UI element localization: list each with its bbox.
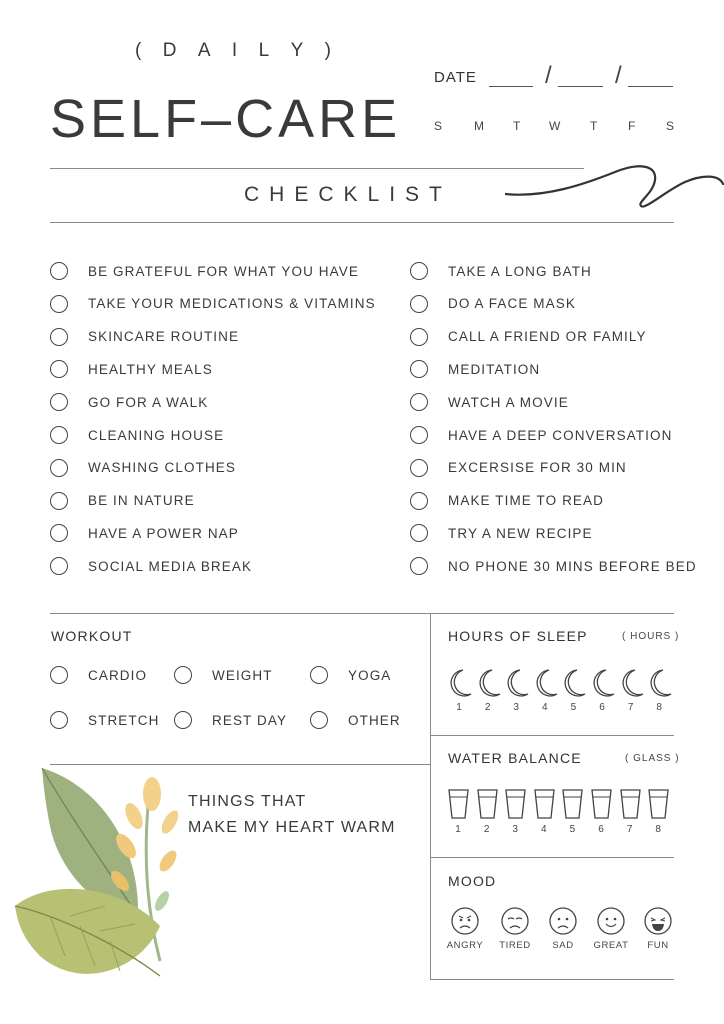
- checkbox-circle[interactable]: [410, 328, 428, 346]
- water-glass-number: 2: [483, 824, 490, 835]
- checklist-item-label: CLEANING HOUSE: [88, 427, 225, 443]
- checklist-item-label: MAKE TIME TO READ: [448, 493, 604, 509]
- heart-warm-heading: [188, 789, 396, 841]
- checklist-item[interactable]: [50, 423, 224, 447]
- checkbox-circle[interactable]: [410, 262, 428, 280]
- leaves-illustration-icon: [10, 766, 185, 996]
- checklist-item-label: BE GRATEFUL FOR WHAT YOU HAVE: [88, 263, 359, 279]
- crescent-moon-icon[interactable]: [533, 668, 559, 703]
- crescent-moon-icon[interactable]: [647, 668, 673, 703]
- crescent-moon-icon[interactable]: [619, 668, 645, 703]
- checkbox-circle[interactable]: [50, 426, 68, 444]
- water-glass-icon[interactable]: [590, 788, 613, 825]
- water-glass-number: 3: [512, 824, 518, 835]
- checklist-item[interactable]: [50, 292, 376, 316]
- checklist-item-label: TAKE A LONG BATH: [448, 263, 592, 279]
- water-glass-icon[interactable]: [533, 788, 556, 825]
- date-label: DATE: [434, 69, 477, 86]
- decorative-swirl-icon: [505, 158, 724, 214]
- date-day-field[interactable]: [489, 86, 533, 87]
- crescent-moon-icon[interactable]: [561, 668, 587, 703]
- workout-option-label: STRETCH: [88, 712, 160, 728]
- workout-option-label: WEIGHT: [212, 667, 273, 683]
- checklist-item[interactable]: [50, 489, 195, 513]
- sleep-bottom-divider: [430, 735, 674, 736]
- checkbox-circle[interactable]: [174, 666, 192, 684]
- date-slash: /: [615, 62, 622, 89]
- water-glass-number: 6: [598, 824, 604, 835]
- sleep-hour-number: 1: [456, 702, 462, 713]
- checklist-item-label: SKINCARE ROUTINE: [88, 329, 240, 345]
- crescent-moon-icon[interactable]: [476, 668, 502, 703]
- checklist-item[interactable]: [410, 259, 592, 283]
- checkbox-circle[interactable]: [410, 426, 428, 444]
- crescent-moon-icon[interactable]: [504, 668, 530, 703]
- checklist-divider: [50, 222, 674, 223]
- mood-label: GREAT: [593, 940, 629, 951]
- checklist-item[interactable]: [410, 325, 647, 349]
- heart-warm-line2: MAKE MY HEART WARM: [188, 819, 396, 836]
- weekday-monday[interactable]: M: [474, 119, 485, 133]
- checklist-item-label: SOCIAL MEDIA BREAK: [88, 558, 253, 574]
- water-bottom-divider: [430, 857, 674, 858]
- weekday-wednesday[interactable]: W: [549, 119, 562, 133]
- water-glass-number: 7: [626, 824, 633, 835]
- checkbox-circle[interactable]: [410, 393, 428, 411]
- workout-option-label: CARDIO: [88, 667, 148, 683]
- checklist-item[interactable]: [50, 390, 208, 414]
- sleep-hour-number: 3: [513, 702, 519, 713]
- daily-char: I: [231, 40, 247, 61]
- checkbox-circle[interactable]: [410, 295, 428, 313]
- section-vertical-divider: [430, 613, 431, 979]
- checklist-item-label: NO PHONE 30 MINS BEFORE BED: [448, 558, 697, 574]
- date-year-field[interactable]: [628, 86, 673, 87]
- tired-face-icon[interactable]: [500, 906, 530, 941]
- water-glass-number: 4: [541, 824, 547, 835]
- checklist-item[interactable]: [410, 357, 540, 381]
- checkbox-circle[interactable]: [174, 711, 192, 729]
- checklist-item-label: HEALTHY MEALS: [88, 361, 213, 377]
- checkbox-circle[interactable]: [410, 360, 428, 378]
- water-glass-icon[interactable]: [647, 788, 670, 825]
- mood-label: FUN: [647, 940, 669, 951]
- checklist-item[interactable]: [50, 554, 252, 578]
- workout-option[interactable]: [50, 663, 147, 687]
- checkbox-circle[interactable]: [50, 393, 68, 411]
- daily-char: Y: [290, 40, 313, 61]
- water-glass-number: 1: [455, 824, 461, 835]
- sad-face-icon[interactable]: [548, 906, 578, 941]
- heart-warm-line1: THINGS THAT: [188, 793, 307, 810]
- water-title: WATER BALANCE: [448, 750, 582, 766]
- checklist-item[interactable]: [50, 259, 359, 283]
- checklist-item-label: CALL A FRIEND OR FAMILY: [448, 329, 647, 345]
- checklist-item[interactable]: [410, 456, 627, 480]
- daily-heading: [135, 40, 340, 62]
- crescent-moon-icon[interactable]: [590, 668, 616, 703]
- sleep-unit: ( HOURS ): [622, 631, 680, 642]
- date-slash: /: [545, 62, 552, 89]
- daily-char: A: [197, 40, 220, 61]
- checklist-item-label: WATCH A MOVIE: [448, 394, 569, 410]
- daily-char: D: [162, 40, 186, 61]
- workout-option[interactable]: [310, 663, 391, 687]
- checkbox-circle[interactable]: [410, 557, 428, 575]
- checkbox-circle[interactable]: [50, 328, 68, 346]
- workout-option[interactable]: [310, 708, 401, 732]
- checklist-title: CHECKLIST: [244, 183, 452, 206]
- workout-option[interactable]: [50, 708, 159, 732]
- water-glass-icon[interactable]: [447, 788, 470, 825]
- mood-label: ANGRY: [446, 940, 484, 951]
- daily-char: (: [135, 40, 151, 61]
- laughing-face-icon[interactable]: [643, 906, 673, 941]
- checkbox-circle[interactable]: [50, 711, 68, 729]
- checklist-item-label: MEDITATION: [448, 361, 541, 377]
- checklist-item[interactable]: [50, 521, 239, 545]
- checkbox-circle[interactable]: [410, 492, 428, 510]
- checkbox-circle[interactable]: [310, 711, 328, 729]
- checklist-item[interactable]: [410, 489, 604, 513]
- checklist-item-label: EXCERSISE FOR 30 MIN: [448, 460, 627, 476]
- mood-title: MOOD: [448, 873, 497, 889]
- sleep-hour-number: 6: [599, 702, 605, 713]
- workout-option-label: REST DAY: [212, 712, 288, 728]
- angry-face-icon[interactable]: [450, 906, 480, 941]
- weekday-thursday[interactable]: T: [590, 119, 599, 133]
- checklist-item[interactable]: [410, 521, 593, 545]
- checkbox-circle[interactable]: [410, 459, 428, 477]
- checkbox-circle[interactable]: [50, 524, 68, 542]
- workout-title: WORKOUT: [51, 628, 133, 644]
- date-month-field[interactable]: [558, 86, 603, 87]
- weekday-tuesday[interactable]: T: [513, 119, 522, 133]
- mood-label: TIRED: [499, 940, 531, 951]
- water-glass-icon[interactable]: [504, 788, 527, 825]
- checklist-item-label: TAKE YOUR MEDICATIONS & VITAMINS: [88, 296, 376, 312]
- weekday-friday[interactable]: F: [628, 119, 637, 133]
- water-glass-number: 8: [655, 824, 661, 835]
- smiling-face-icon[interactable]: [596, 906, 626, 941]
- page-title: SELF–CARE: [50, 89, 402, 149]
- checklist-item-label: TRY A NEW RECIPE: [448, 525, 593, 541]
- checkbox-circle[interactable]: [50, 492, 68, 510]
- workout-option[interactable]: [174, 663, 273, 687]
- water-glass-number: 5: [569, 824, 576, 835]
- checkbox-circle[interactable]: [50, 666, 68, 684]
- sleep-hour-number: 2: [484, 702, 491, 713]
- sleep-hour-number: 4: [542, 702, 548, 713]
- heart-warm-writing-area[interactable]: [188, 848, 420, 968]
- sleep-hour-number: 5: [570, 702, 577, 713]
- header-divider: [50, 168, 584, 169]
- section-top-divider: [50, 613, 674, 614]
- water-glass-icon[interactable]: [561, 788, 584, 825]
- water-glass-icon[interactable]: [619, 788, 642, 825]
- checklist-item-label: DO A FACE MASK: [448, 296, 576, 312]
- weekday-sunday[interactable]: S: [434, 119, 444, 133]
- weekday-saturday[interactable]: S: [666, 119, 676, 133]
- workout-option[interactable]: [174, 708, 287, 732]
- checkbox-circle[interactable]: [410, 524, 428, 542]
- checklist-item-label: HAVE A DEEP CONVERSATION: [448, 427, 673, 443]
- checklist-item-label: BE IN NATURE: [88, 493, 195, 509]
- checklist-item[interactable]: [50, 456, 236, 480]
- checkbox-circle[interactable]: [50, 295, 68, 313]
- checkbox-circle[interactable]: [310, 666, 328, 684]
- checklist-item[interactable]: [50, 325, 239, 349]
- sleep-hour-number: 8: [656, 702, 662, 713]
- checkbox-circle[interactable]: [50, 459, 68, 477]
- workout-bottom-divider: [50, 764, 430, 765]
- checklist-item[interactable]: [410, 554, 697, 578]
- checkbox-circle[interactable]: [50, 360, 68, 378]
- workout-option-label: OTHER: [348, 712, 401, 728]
- sleep-title: HOURS OF SLEEP: [448, 628, 588, 644]
- water-glass-icon[interactable]: [476, 788, 499, 825]
- daily-char: ): [324, 40, 340, 61]
- checklist-item[interactable]: [410, 292, 576, 316]
- workout-option-label: YOGA: [348, 667, 392, 683]
- checklist-item-label: HAVE A POWER NAP: [88, 525, 239, 541]
- sleep-hour-number: 7: [627, 702, 634, 713]
- daily-char: L: [258, 40, 279, 61]
- checklist-item[interactable]: [410, 390, 569, 414]
- mood-bottom-divider: [430, 979, 674, 980]
- checklist-item-label: WASHING CLOTHES: [88, 460, 237, 476]
- mood-label: SAD: [552, 940, 574, 951]
- checkbox-circle[interactable]: [50, 262, 68, 280]
- water-unit: ( GLASS ): [625, 753, 680, 764]
- checklist-item[interactable]: [50, 357, 213, 381]
- crescent-moon-icon[interactable]: [447, 668, 473, 703]
- checklist-item[interactable]: [410, 423, 672, 447]
- checklist-item-label: GO FOR A WALK: [88, 394, 209, 410]
- checkbox-circle[interactable]: [50, 557, 68, 575]
